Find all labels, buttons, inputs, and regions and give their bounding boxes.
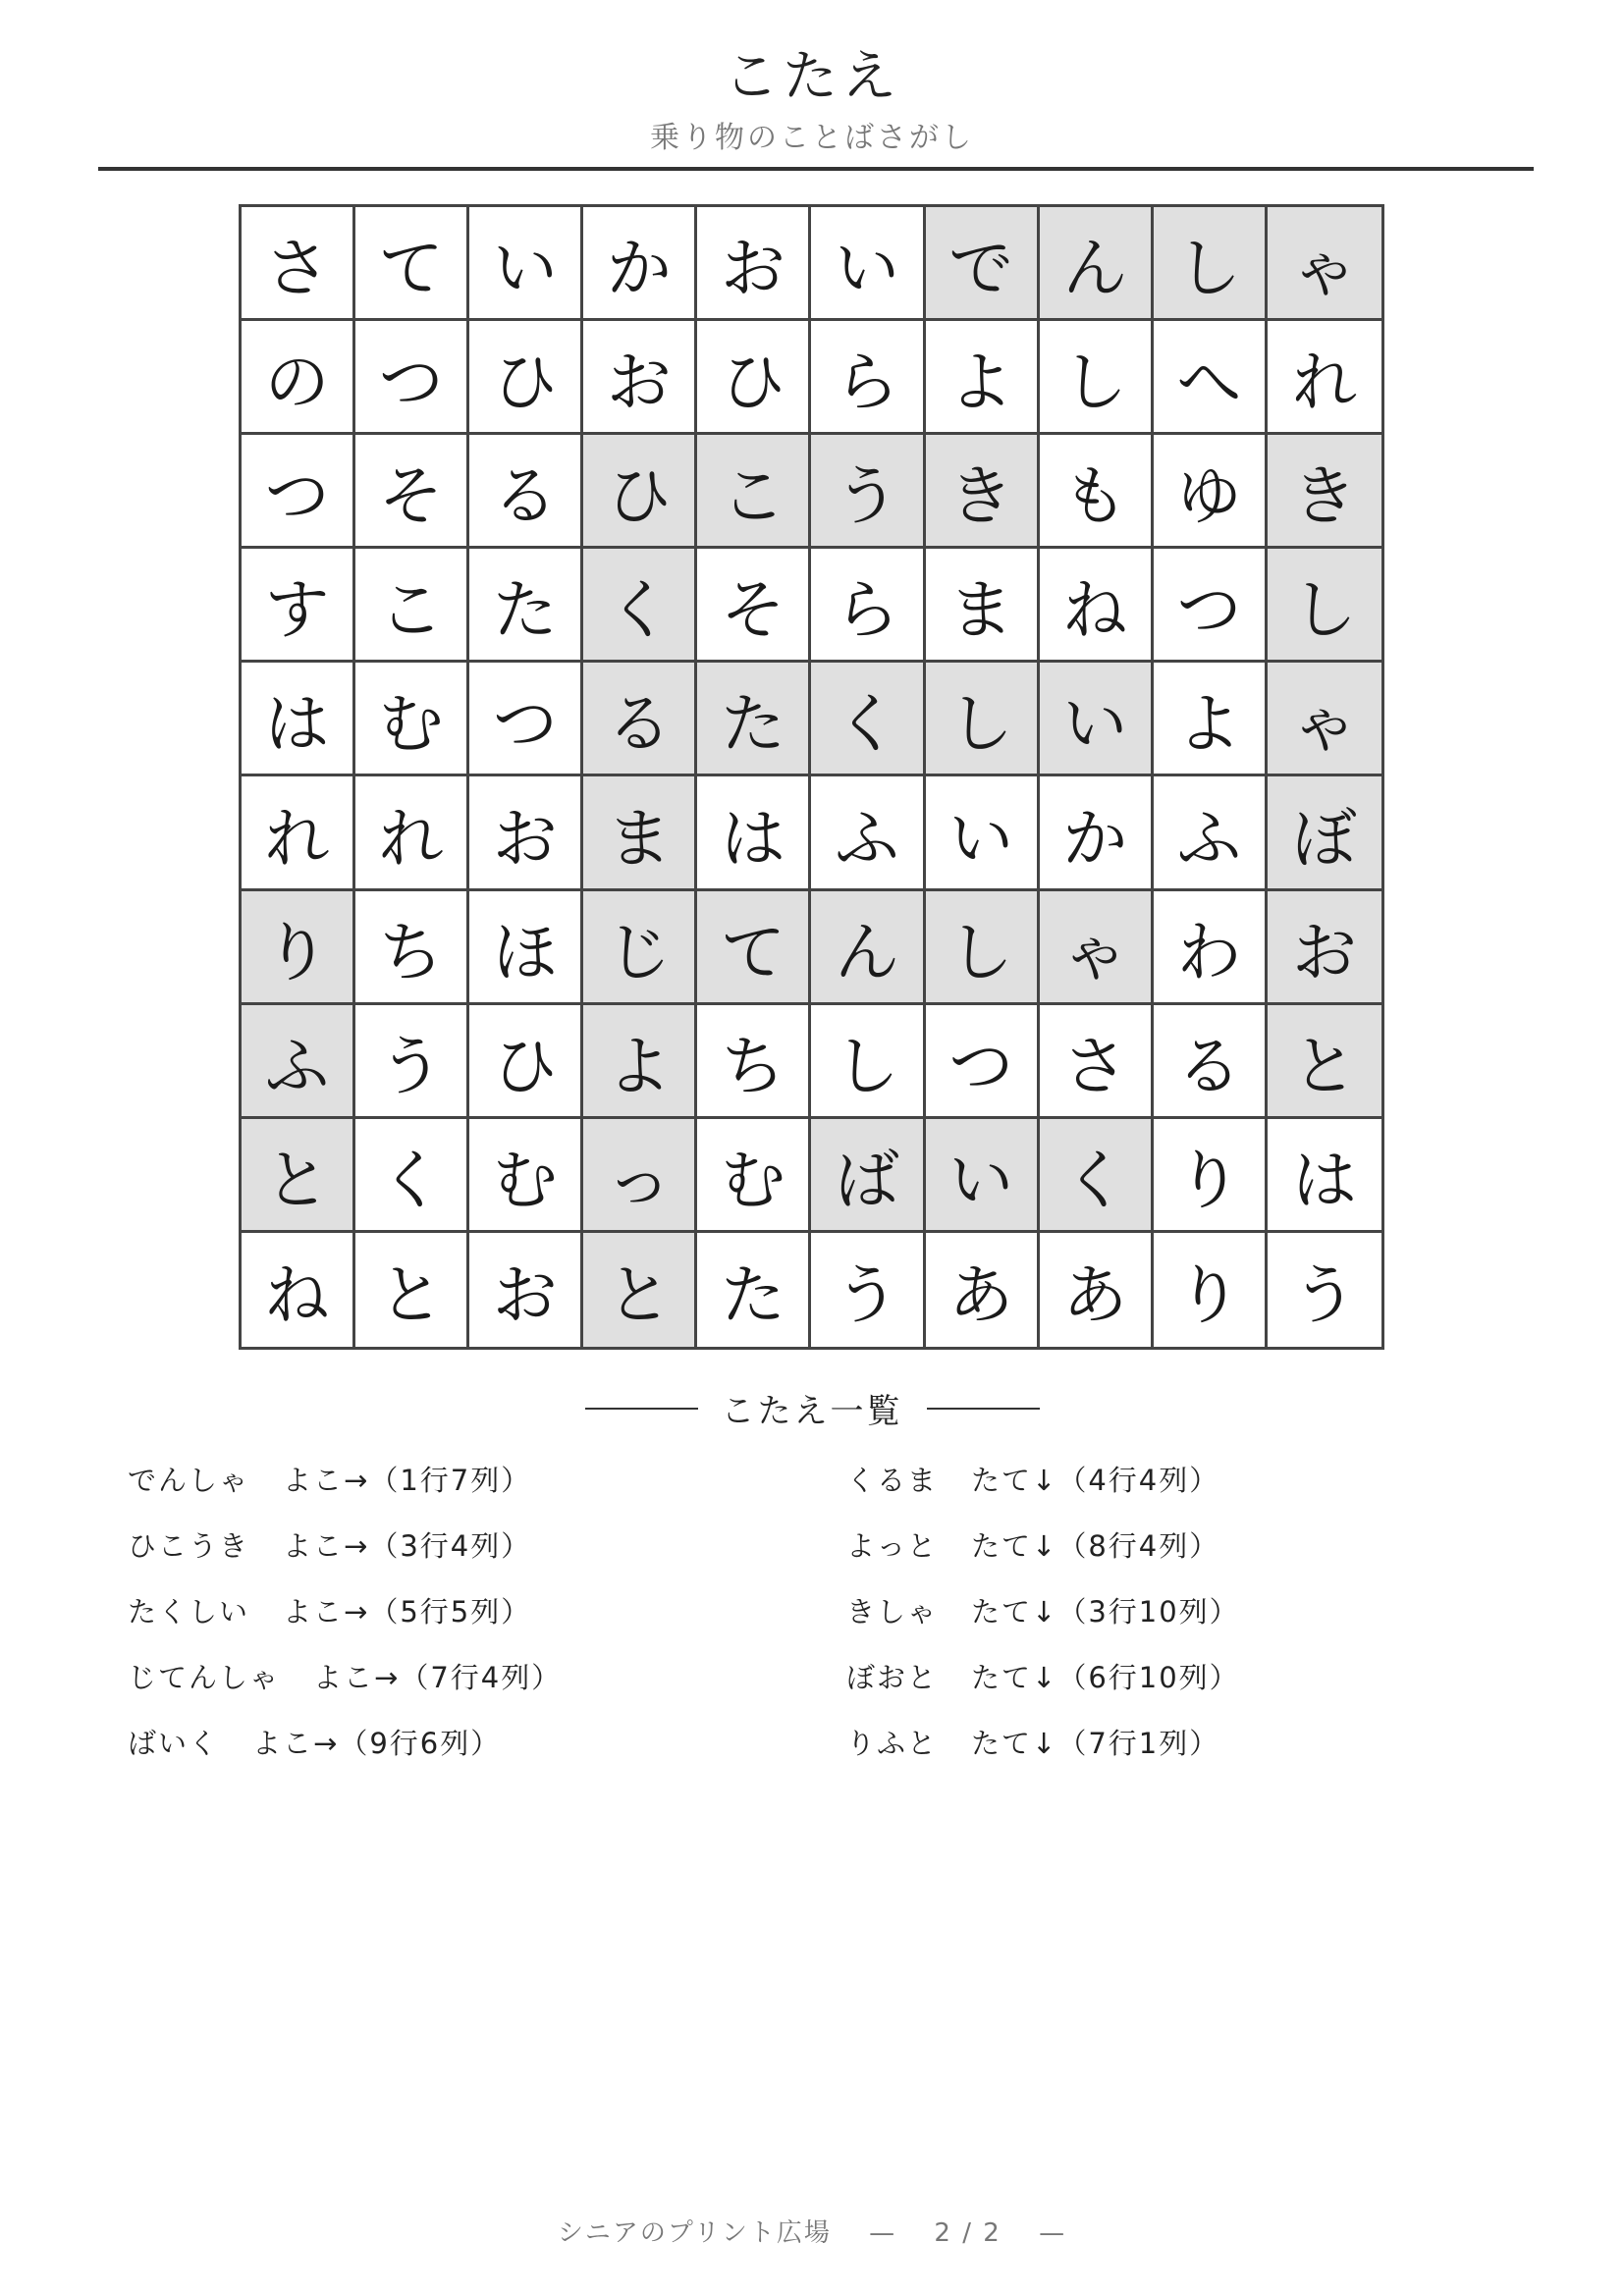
answer-item	[846, 1461, 1240, 1526]
grid-cell: ち	[697, 1005, 811, 1119]
grid-cell: で	[926, 207, 1040, 321]
answer-item	[846, 1724, 1240, 1789]
grid-cell: ふ	[811, 776, 925, 890]
grid-cell: ひ	[469, 321, 583, 435]
answer-direction: よこ→	[252, 1727, 340, 1760]
answer-position: （1行7列）	[369, 1464, 532, 1497]
answer-position: （5行5列）	[369, 1595, 532, 1629]
grid-cell: わ	[1154, 891, 1268, 1005]
grid-cell: く	[811, 663, 925, 776]
grid-cell: と	[355, 1233, 469, 1347]
word-search-grid	[239, 204, 1384, 1350]
answers-column-horizontal	[128, 1461, 562, 1789]
grid-cell: し	[926, 891, 1040, 1005]
grid-cell: も	[1040, 435, 1154, 549]
grid-cell: さ	[242, 207, 355, 321]
heading-line-left	[585, 1408, 698, 1410]
answer-direction: よこ→	[283, 1464, 370, 1497]
answer-position: （3行10列）	[1057, 1595, 1240, 1629]
grid-cell: た	[697, 1233, 811, 1347]
grid-cell: こ	[355, 549, 469, 663]
answer-item	[846, 1526, 1240, 1592]
grid-cell: ま	[926, 549, 1040, 663]
answer-direction: よこ→	[283, 1595, 370, 1629]
grid-cell: ん	[1040, 207, 1154, 321]
grid-cell: ち	[355, 891, 469, 1005]
answer-item	[128, 1592, 562, 1658]
grid-cell: い	[811, 207, 925, 321]
grid-cell: ひ	[469, 1005, 583, 1119]
answer-word: でんしゃ	[128, 1464, 250, 1497]
grid-cell: し	[1268, 549, 1381, 663]
grid-cell: さ	[1040, 1005, 1154, 1119]
grid-cell: よ	[583, 1005, 697, 1119]
grid-cell: あ	[1040, 1233, 1154, 1347]
grid-cell: く	[583, 549, 697, 663]
answer-word: じてんしゃ	[128, 1661, 281, 1694]
grid-cell: る	[469, 435, 583, 549]
grid-cell: し	[1040, 321, 1154, 435]
grid-cell: つ	[469, 663, 583, 776]
footer-dash: —	[1039, 2218, 1067, 2248]
page-subtitle: 乗り物のことばさがし	[650, 121, 974, 155]
grid-cell: と	[583, 1233, 697, 1347]
grid-cell: お	[697, 207, 811, 321]
grid-cell: ひ	[583, 435, 697, 549]
grid-cell: う	[1268, 1233, 1381, 1347]
grid-cell: れ	[242, 776, 355, 890]
answer-word: きしゃ	[846, 1595, 939, 1629]
grid-cell: む	[469, 1119, 583, 1233]
answer-direction: よこ→	[283, 1529, 370, 1563]
footer-page-number: 2 / 2	[934, 2218, 1001, 2248]
grid-cell: ふ	[1154, 776, 1268, 890]
answer-position: （4行4列）	[1057, 1464, 1220, 1497]
grid-cell: ふ	[242, 1005, 355, 1119]
page-footer	[0, 2213, 1624, 2249]
grid-cell: お	[1268, 891, 1381, 1005]
grid-cell: と	[242, 1119, 355, 1233]
grid-cell: う	[811, 435, 925, 549]
grid-cell: と	[1268, 1005, 1381, 1119]
grid-cell: ほ	[469, 891, 583, 1005]
grid-cell: い	[926, 1119, 1040, 1233]
grid-cell: り	[1154, 1119, 1268, 1233]
grid-cell: い	[469, 207, 583, 321]
grid-cell: し	[811, 1005, 925, 1119]
grid-cell: は	[242, 663, 355, 776]
grid-cell: か	[1040, 776, 1154, 890]
answer-word: ばいく	[128, 1727, 220, 1760]
grid-cell: か	[583, 207, 697, 321]
grid-cell: あ	[926, 1233, 1040, 1347]
grid-cell: む	[697, 1119, 811, 1233]
grid-cell: ら	[811, 321, 925, 435]
grid-cell: り	[242, 891, 355, 1005]
footer-site-name: シニアのプリント広場	[557, 2218, 832, 2248]
grid-cell: へ	[1154, 321, 1268, 435]
answer-position: （6行10列）	[1057, 1661, 1240, 1694]
answer-position: （7行4列）	[400, 1661, 563, 1694]
grid-cell: ね	[1040, 549, 1154, 663]
grid-cell: す	[242, 549, 355, 663]
grid-cell: つ	[355, 321, 469, 435]
grid-cell: ん	[811, 891, 925, 1005]
grid-cell: ね	[242, 1233, 355, 1347]
answer-direction: よこ→	[313, 1661, 401, 1694]
answer-word: ぼおと	[846, 1661, 939, 1694]
answer-word: よっと	[846, 1529, 939, 1563]
grid-cell: い	[926, 776, 1040, 890]
grid-cell: き	[1268, 435, 1381, 549]
grid-cell: る	[583, 663, 697, 776]
grid-cell: そ	[355, 435, 469, 549]
grid-cell: ゃ	[1040, 891, 1154, 1005]
answer-position: （3行4列）	[369, 1529, 532, 1563]
grid-cell: う	[811, 1233, 925, 1347]
grid-cell: う	[355, 1005, 469, 1119]
grid-cell: ぼ	[1268, 776, 1381, 890]
footer-dash: —	[869, 2218, 897, 2248]
grid-cell: ま	[583, 776, 697, 890]
answer-position: （7行1列）	[1057, 1727, 1220, 1760]
grid-cell: し	[1154, 207, 1268, 321]
grid-cell: ゆ	[1154, 435, 1268, 549]
grid-cell: ば	[811, 1119, 925, 1233]
grid-cell: れ	[355, 776, 469, 890]
grid-cell: ゃ	[1268, 663, 1381, 776]
grid-cell: る	[1154, 1005, 1268, 1119]
grid-cell: お	[469, 1233, 583, 1347]
answers-column-vertical	[846, 1461, 1240, 1789]
grid-cell: は	[1268, 1119, 1381, 1233]
grid-cell: む	[355, 663, 469, 776]
answer-word: くるま	[846, 1464, 939, 1497]
answer-item	[128, 1526, 562, 1592]
header-divider	[98, 167, 1534, 171]
grid-cell: ゃ	[1268, 207, 1381, 321]
answer-item	[128, 1461, 562, 1526]
grid-cell: ひ	[697, 321, 811, 435]
answer-word: ひこうき	[128, 1529, 250, 1563]
grid-cell: れ	[1268, 321, 1381, 435]
answer-direction: たて↓	[971, 1464, 1058, 1497]
heading-line-right	[927, 1408, 1040, 1410]
grid-cell: っ	[583, 1119, 697, 1233]
answer-direction: たて↓	[971, 1529, 1058, 1563]
answer-item	[128, 1724, 562, 1789]
grid-cell: し	[926, 663, 1040, 776]
grid-cell: て	[355, 207, 469, 321]
grid-cell: つ	[242, 435, 355, 549]
grid-cell: く	[1040, 1119, 1154, 1233]
answers-heading	[0, 1384, 1624, 1432]
grid-cell: よ	[1154, 663, 1268, 776]
answer-item	[846, 1658, 1240, 1724]
grid-cell: つ	[1154, 549, 1268, 663]
answer-position: （9行6列）	[339, 1727, 502, 1760]
answer-word: たくしい	[128, 1595, 250, 1629]
answer-direction: たて↓	[971, 1727, 1058, 1760]
answer-position: （8行4列）	[1057, 1529, 1220, 1563]
answer-word: りふと	[846, 1727, 939, 1760]
grid-cell: た	[469, 549, 583, 663]
grid-cell: き	[926, 435, 1040, 549]
answer-item	[846, 1592, 1240, 1658]
grid-cell: そ	[697, 549, 811, 663]
answer-item	[128, 1658, 562, 1724]
answer-direction: たて↓	[971, 1661, 1058, 1694]
grid-cell: い	[1040, 663, 1154, 776]
grid-cell: ら	[811, 549, 925, 663]
grid-cell: て	[697, 891, 811, 1005]
grid-cell: こ	[697, 435, 811, 549]
page-title: こたえ	[724, 45, 900, 109]
grid-cell: り	[1154, 1233, 1268, 1347]
answers-heading-text: こたえ一覧	[721, 1392, 903, 1431]
grid-cell: は	[697, 776, 811, 890]
grid-cell: よ	[926, 321, 1040, 435]
grid-cell: く	[355, 1119, 469, 1233]
grid-cell: の	[242, 321, 355, 435]
grid-cell: た	[697, 663, 811, 776]
answer-direction: たて↓	[971, 1595, 1058, 1629]
grid-cell: じ	[583, 891, 697, 1005]
grid-cell: お	[583, 321, 697, 435]
grid-cell: つ	[926, 1005, 1040, 1119]
grid-cell: お	[469, 776, 583, 890]
